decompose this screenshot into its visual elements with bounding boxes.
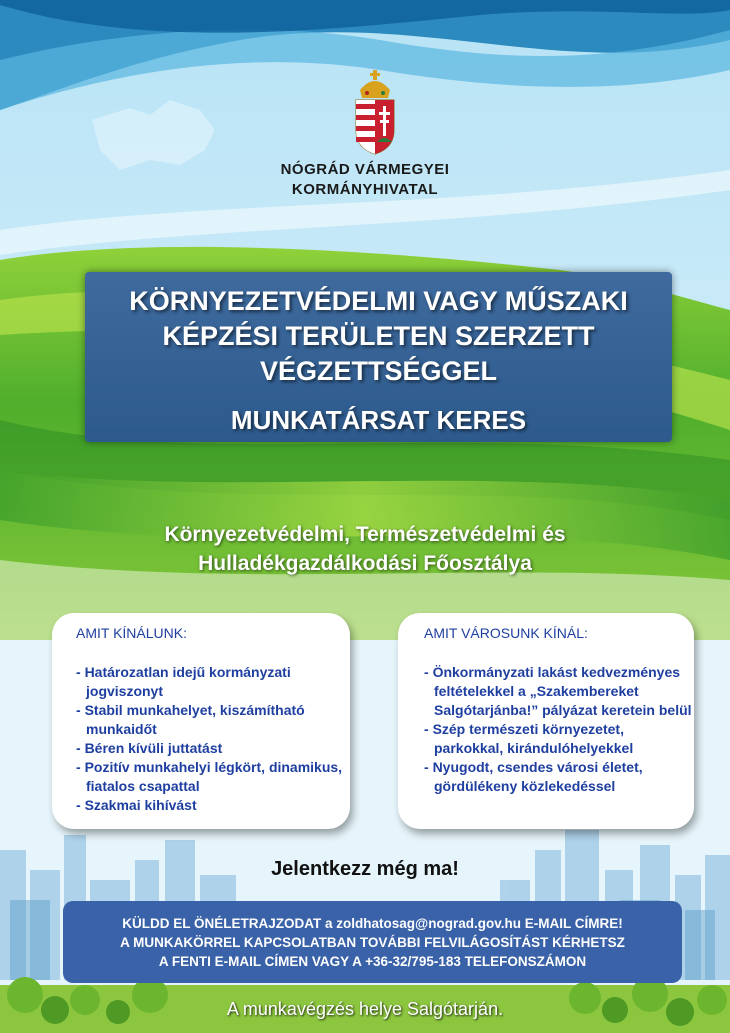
- department-line1: Környezetvédelmi, Természetvédelmi és: [164, 523, 566, 546]
- headline-line3: VÉGZETTSÉGGEL: [259, 356, 498, 386]
- contact-line2: A MUNKAKÖRREL KAPCSOLATBAN TOVÁBBI FELVILÁGOSÍTÁST KÉRHETSZ: [120, 935, 625, 950]
- contact-box: [63, 901, 682, 983]
- department-name: [0, 520, 730, 578]
- offer-card-title: AMIT KÍNÁLUNK:: [76, 625, 187, 641]
- headline-line1: KÖRNYEZETVÉDELMI VAGY MŰSZAKI: [129, 286, 628, 316]
- offer-item: - Határozatlan idejű kormányzati jogviszonyt: [76, 663, 346, 701]
- headline-subtitle: MUNKATÁRSAT KERES: [230, 405, 527, 435]
- headline-line2: KÉPZÉSI TERÜLETEN SZERZETT: [162, 321, 595, 351]
- call-to-action: Jelentkezz még ma!: [271, 858, 459, 880]
- organization-name-line2: KORMÁNYHIVATAL: [291, 181, 439, 198]
- headline-text: [85, 284, 672, 389]
- offer-item: - Szakmai kihívást: [76, 796, 346, 815]
- work-location: A munkavégzés helye Salgótarján.: [226, 999, 504, 1019]
- coat-of-arms-logo: [352, 70, 398, 156]
- city-item: - Nyugodt, csendes városi életet, gördülékeny közlekedéssel: [424, 758, 694, 796]
- offer-item: - Pozitív munkahelyi légkört, dinamikus, fiatalos csapattal: [76, 758, 346, 796]
- city-item: - Önkormányzati lakást kedvezményes feltételekkel a „Szakembereket Salgótarjánba!” pályázat keretein belül: [424, 663, 694, 720]
- city-card-title: AMIT VÁROSUNK KÍNÁL:: [424, 625, 588, 641]
- offer-list: [76, 663, 346, 815]
- offer-item: - Stabil munkahelyet, kiszámítható munkaidőt: [76, 701, 346, 739]
- offer-card: [52, 613, 350, 829]
- city-card: [398, 613, 694, 829]
- department-line2: Hulladékgazdálkodási Főosztálya: [198, 552, 532, 575]
- contact-line3: A FENTI E-MAIL CÍMEN VAGY A +36-32/795-183 TELEFONSZÁMON: [158, 954, 587, 969]
- city-item: - Szép természeti környezetet, parkokkal, kirándulóhelyekkel: [424, 720, 694, 758]
- city-list: [424, 663, 694, 796]
- contact-line1: KÜLDD EL ÖNÉLETRAJZODAT a zoldhatosag@nograd.gov.hu E-MAIL CÍMRE!: [122, 916, 623, 931]
- offer-item: - Béren kívüli juttatást: [76, 739, 346, 758]
- organization-name: [0, 160, 730, 200]
- organization-name-line1: NÓGRÁD VÁRMEGYEI: [280, 161, 450, 178]
